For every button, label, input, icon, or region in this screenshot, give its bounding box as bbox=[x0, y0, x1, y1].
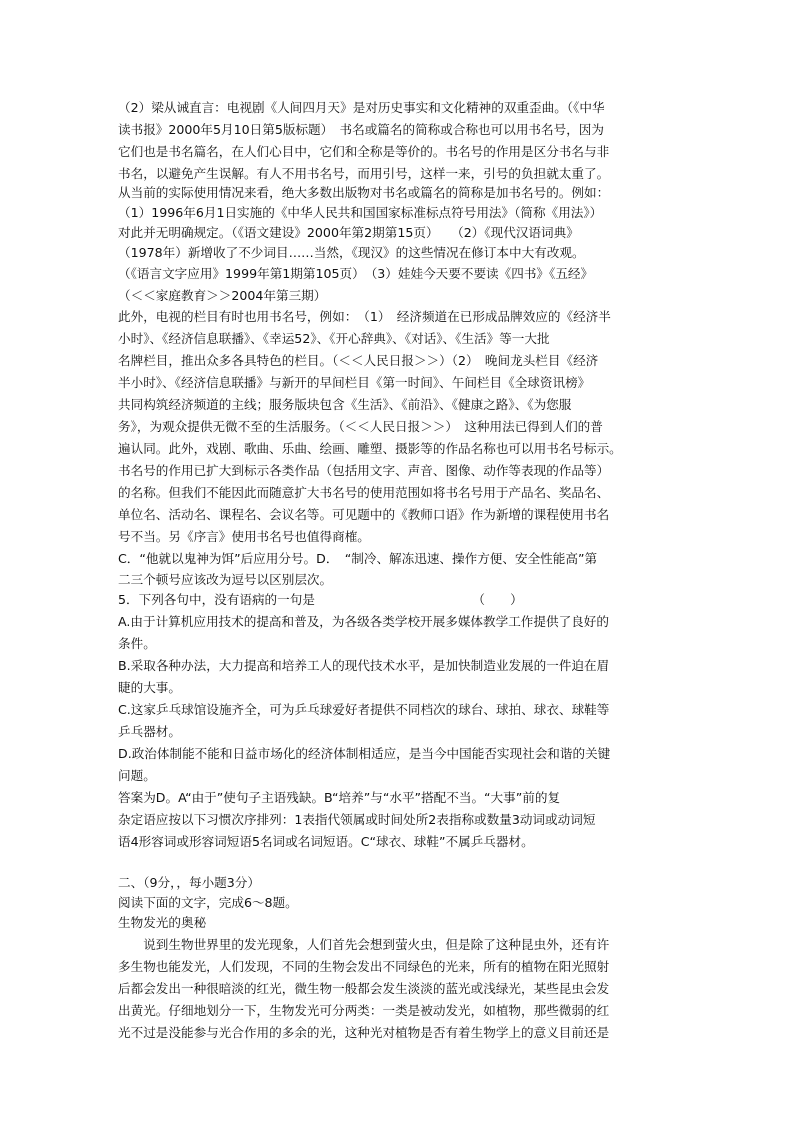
passage-text: 出黄光。仔细地划分一下，生物发光可分两类：一类是被动发光，如植物，那些微弱的红 bbox=[118, 1003, 610, 1018]
option-b: B.采取各种办法，大力提高和培养工人的现代技术水平，是加快制造业发展的一件迫在眉 bbox=[118, 658, 610, 673]
option-d: D.政治体制能不能和日益市场化的经济体制相适应，是当今中国能否实现社会和谐的关键 bbox=[118, 746, 611, 761]
text-line: （《语言文字应用》1999年第1期第105页） （3）娃娃今天要不要读《四书》《五经》 bbox=[118, 266, 594, 281]
text-line: 遍认同。此外，戏剧、歌曲、乐曲、绘画、雕塑、摄影等的作品名称也可以用书名号标示。 bbox=[118, 441, 622, 456]
text-line: 读书报》2000年5月10日第5版标题） 书名或篇名的简称或合称也可以用书名号，因为 bbox=[118, 122, 604, 137]
option-a: A.由于计算机应用技术的提高和普及，为各级各类学校开展多媒体教学工作提供了良好的 bbox=[118, 614, 609, 629]
text-line: 单位名、活动名、课程名、会议名等。可见题中的《教师口语》作为新增的课程使用书名 bbox=[118, 507, 610, 522]
option-a: 条件。 bbox=[118, 636, 156, 651]
text-line: 对此并无明确规定。（《语文建设》2000年第2期第15页） （2）《现代汉语词典》 bbox=[118, 225, 579, 240]
text-line: C．“他就以鬼神为饵”后应用分号。D． “制冷、解冻迅速、操作方便、安全性能高”第 bbox=[118, 551, 598, 566]
text-line: 号不当。另《序言》使用书名号也值得商榷。 bbox=[118, 529, 370, 544]
text-line: （1978年）新增收了不少词目……当然，《现汉》的这些情况在修订本中大有改观。 bbox=[118, 245, 585, 260]
text-line: （1）1996年6月1日实施的《中华人民共和国国家标准标点符号用法》（简称《用法》） bbox=[118, 205, 603, 220]
passage-title: 生物发光的奥秘 bbox=[118, 915, 207, 930]
text-line: 书名，以避免产生误解。有人不用书名号，而用引号，这样一来，引号的负担就太重了。 bbox=[118, 166, 610, 181]
text-line: （2）梁从诫直言：电视剧《人间四月天》是对历史事实和文化精神的双重歪曲。（《中华 bbox=[118, 100, 605, 115]
passage-text: 后都会发出一种很暗淡的红光，微生物一般都会发生淡淡的蓝光或浅绿光，某些昆虫会发 bbox=[118, 981, 610, 996]
answer-text: 语4形容词或形容词短语5名词或名词短语。C“球衣、球鞋”不属乒乓器材。 bbox=[118, 834, 534, 849]
text-line: 半小时》、《经济信息联播》与新开的早间栏目《第一时间》、午间栏目《全球资讯榜》 bbox=[118, 375, 591, 390]
passage-text: 说到生物世界里的发光现象，人们首先会想到萤火虫，但是除了这种昆虫外，还有许 bbox=[118, 937, 610, 952]
text-line: （＜＜家庭教育＞＞2004年第三期） bbox=[118, 288, 327, 303]
text-line: 务》，为观众提供无微不至的生活服务。（＜＜人民日报＞＞） 这种用法已得到人们的普 bbox=[118, 419, 603, 434]
option-c: C.这家乒乓球馆设施齐全，可为乒乓球爱好者提供不同档次的球台、球拍、球衣、球鞋等 bbox=[118, 702, 610, 717]
text-line: 的名称。但我们不能因此而随意扩大书名号的使用范围如将书名号用于产品名、奖品名、 bbox=[118, 485, 610, 500]
section-heading: 二、（9分，，每小题3分） bbox=[118, 875, 260, 890]
text-line: 小时》、《经济信息联播》、《幸运52》、《开心辞典》、《对话》、《生活》等一大批 bbox=[118, 331, 550, 346]
option-b: 睫的大事。 bbox=[118, 680, 181, 695]
text-line: 名牌栏目，推出众多各具特色的栏目。（＜＜人民日报＞＞）（2） 晚间龙头栏目《经济 bbox=[118, 353, 599, 368]
text-line: 它们也是书名篇名，在人们心目中，它们和全称是等价的。书名号的作用是区分书名与非 bbox=[118, 144, 610, 159]
passage-text: 光不过是没能参与光合作用的多余的光，这种光对植物是否有着生物学上的意义目前还是 bbox=[118, 1025, 610, 1040]
option-c: 乒乓器材。 bbox=[118, 724, 181, 739]
answer-text: 杂定语应按以下习惯次序排列：1表指代领属或时间处所2表指称或数量3动词或动词短 bbox=[118, 812, 596, 827]
text-line: 此外，电视的栏目有时也用书名号，例如： （1） 经济频道在已形成品牌效应的《经济半 bbox=[118, 309, 611, 324]
option-d: 问题。 bbox=[118, 768, 156, 783]
text-line: 二三个顿号应该改为逗号以区别层次。 bbox=[118, 572, 333, 587]
answer-text: 答案为D。A“由于”使句子主语残缺。B“培养”与“水平”搭配不当。“大事”前的复 bbox=[118, 790, 561, 805]
text-line: 书名号的作用已扩大到标示各类作品（包括用文字、声音、图像、动作等表现的作品等） bbox=[118, 463, 610, 478]
text-line: 从当前的实际使用情况来看，绝大多数出版物对书名或篇名的简称是加书名号的。例如： bbox=[118, 185, 610, 200]
text-line: 共同构筑经济频道的主线；服务版块包含《生活》、《前沿》、《健康之路》、《为您服 bbox=[118, 397, 572, 412]
question-stem: 5．下列各句中，没有语病的一句是 （ ） bbox=[118, 592, 523, 607]
instruction-text: 阅读下面的文字，完成6～8题。 bbox=[118, 895, 298, 910]
passage-text: 多生物也能发光，人们发现，不同的生物会发出不同绿色的光来，所有的植物在阳光照射 bbox=[118, 959, 610, 974]
